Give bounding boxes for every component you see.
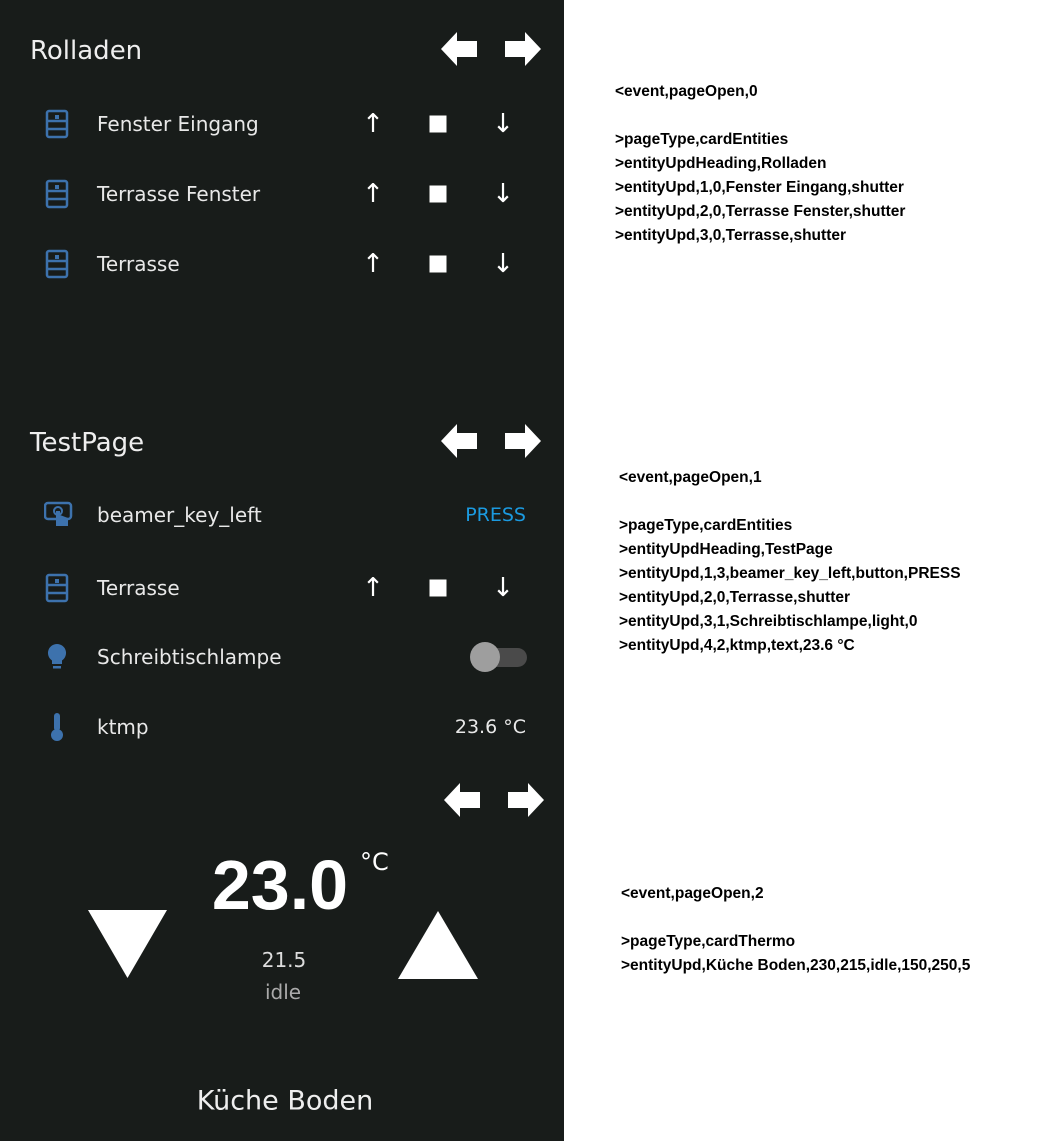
entity-label: beamer_key_left xyxy=(97,503,262,527)
window-shutter-icon xyxy=(44,179,70,209)
shutter-stop-icon[interactable] xyxy=(430,580,447,597)
log-blank-line xyxy=(615,104,905,128)
log-command-line: >entityUpd,2,0,Terrasse Fenster,shutter xyxy=(615,203,906,220)
entity-label: Terrasse xyxy=(97,576,180,600)
log-command-line: >entityUpd,2,0,Terrasse,shutter xyxy=(619,589,851,606)
hvac-state: idle xyxy=(264,980,302,1004)
shutter-stop-icon[interactable] xyxy=(430,116,447,133)
log-command-line: >entityUpdHeading,TestPage xyxy=(619,541,833,558)
next-page-arrow-icon[interactable] xyxy=(505,424,541,462)
lightbulb-icon xyxy=(44,642,70,672)
decrease-temperature-triangle-icon[interactable] xyxy=(88,910,167,982)
shutter-down-arrow-icon[interactable]: ↓ xyxy=(492,573,514,603)
log-command-line: >pageType,cardEntities xyxy=(619,517,793,534)
shutter-stop-icon[interactable] xyxy=(430,186,447,203)
thermometer-icon xyxy=(44,712,70,742)
previous-page-arrow-icon[interactable] xyxy=(441,32,477,70)
log-command-line: >entityUpd,3,0,Terrasse,shutter xyxy=(615,227,847,244)
serial-log-block xyxy=(615,80,905,248)
serial-log-block xyxy=(621,882,970,978)
thermostat-name: Küche Boden xyxy=(196,1085,374,1117)
entity-label: Fenster Eingang xyxy=(97,112,259,136)
shutter-down-arrow-icon[interactable]: ↓ xyxy=(492,179,514,209)
log-command-line: >pageType,cardEntities xyxy=(615,131,789,148)
log-event-line: <event,pageOpen,0 xyxy=(615,83,758,100)
shutter-up-arrow-icon[interactable]: ↑ xyxy=(362,249,384,279)
current-temperature: 21.5 xyxy=(261,948,307,972)
log-command-line: >entityUpd,Küche Boden,230,215,idle,150,250,5 xyxy=(621,957,971,974)
log-command-line: >entityUpd,1,0,Fenster Eingang,shutter xyxy=(615,179,904,196)
log-event-line: <event,pageOpen,2 xyxy=(621,885,764,902)
shutter-down-arrow-icon[interactable]: ↓ xyxy=(492,249,514,279)
shutter-down-arrow-icon[interactable]: ↓ xyxy=(492,109,514,139)
entity-label: Terrasse Fenster xyxy=(97,182,261,206)
previous-page-arrow-icon[interactable] xyxy=(441,424,477,462)
shutter-stop-icon[interactable] xyxy=(430,256,447,273)
log-blank-line xyxy=(621,906,970,930)
entity-value: 23.6 °C xyxy=(454,716,526,738)
temperature-unit: °C xyxy=(360,848,389,876)
light-toggle-switch[interactable] xyxy=(470,644,527,670)
window-shutter-icon xyxy=(44,249,70,279)
increase-temperature-triangle-icon[interactable] xyxy=(398,911,478,983)
window-shutter-icon xyxy=(44,109,70,139)
press-button[interactable]: PRESS xyxy=(465,504,526,526)
log-event-line: <event,pageOpen,1 xyxy=(619,469,762,486)
gesture-tap-button-icon xyxy=(44,500,70,530)
window-shutter-icon xyxy=(44,573,70,603)
entity-label: Schreibtischlampe xyxy=(97,645,282,669)
page-title: Rolladen xyxy=(30,36,143,66)
log-command-line: >entityUpd,1,3,beamer_key_left,button,PRESS xyxy=(619,565,961,582)
previous-page-arrow-icon[interactable] xyxy=(444,783,480,821)
log-command-line: >entityUpdHeading,Rolladen xyxy=(615,155,827,172)
shutter-up-arrow-icon[interactable]: ↑ xyxy=(362,573,384,603)
page-title: TestPage xyxy=(30,428,145,458)
shutter-up-arrow-icon[interactable]: ↑ xyxy=(362,109,384,139)
log-command-line: >pageType,cardThermo xyxy=(621,933,796,950)
log-command-line: >entityUpd,4,2,ktmp,text,23.6 °C xyxy=(619,637,855,654)
target-temperature: 23.0 xyxy=(211,846,349,924)
log-blank-line xyxy=(619,490,961,514)
entity-label: Terrasse xyxy=(97,252,180,276)
log-command-line: >entityUpd,3,1,Schreibtischlampe,light,0 xyxy=(619,613,918,630)
next-page-arrow-icon[interactable] xyxy=(505,32,541,70)
entity-label: ktmp xyxy=(97,715,149,739)
next-page-arrow-icon[interactable] xyxy=(508,783,544,821)
serial-log-block xyxy=(619,466,961,658)
shutter-up-arrow-icon[interactable]: ↑ xyxy=(362,179,384,209)
